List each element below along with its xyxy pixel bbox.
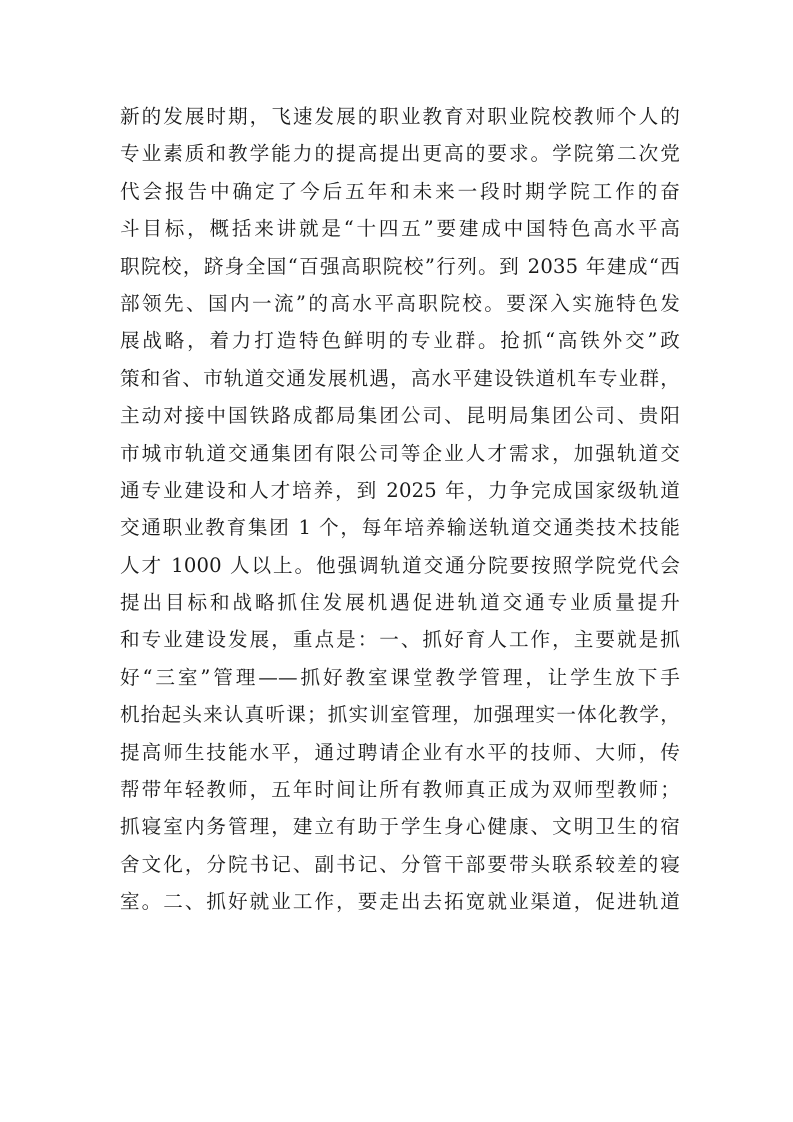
text-line: 主动对接中国铁路成都局集团公司、昆明局集团公司、贵阳	[120, 404, 680, 428]
text-line: 好“三室”管理——抓好教室课堂教学管理，让学生放下手	[120, 665, 680, 689]
text-line: 提高师生技能水平，通过聘请企业有水平的技师、大师，传	[120, 740, 680, 764]
text-line: 策和省、市轨道交通发展机遇，高水平建设铁道机车专业群，	[120, 366, 680, 390]
text-line: 交通职业教育集团 1 个，每年培养输送轨道交通类技术技能	[120, 516, 680, 540]
text-line: 专业素质和教学能力的提高提出更高的要求。学院第二次党	[120, 142, 680, 166]
text-line: 通专业建设和人才培养，到 2025 年，力争完成国家级轨道	[120, 478, 680, 502]
text-line: 抓寝室内务管理，建立有助于学生身心健康、文明卫生的宿	[120, 815, 680, 839]
text-line: 帮带年轻教师，五年时间让所有教师真正成为双师型教师；	[120, 778, 680, 802]
text-line: 机抬起头来认真听课；抓实训室管理，加强理实一体化教学，	[120, 703, 680, 727]
text-line: 部领先、国内一流”的高水平高职院校。要深入实施特色发	[120, 291, 680, 315]
text-line: 展战略，着力打造特色鲜明的专业群。抢抓“高铁外交”政	[120, 329, 680, 353]
text-line: 斗目标，概括来讲就是“十四五”要建成中国特色高水平高	[120, 217, 680, 241]
text-line: 提出目标和战略抓住发展机遇促进轨道交通专业质量提升	[120, 591, 680, 615]
text-line: 市城市轨道交通集团有限公司等企业人才需求，加强轨道交	[120, 441, 680, 465]
text-line: 人才 1000 人以上。他强调轨道交通分院要按照学院党代会	[120, 553, 680, 577]
text-line: 代会报告中确定了今后五年和未来一段时期学院工作的奋	[120, 179, 680, 203]
text-line: 和专业建设发展，重点是：一、抓好育人工作，主要就是抓	[120, 628, 680, 652]
body-paragraph	[120, 98, 680, 921]
text-line: 舍文化，分院书记、副书记、分管干部要带头联系较差的寝	[120, 852, 680, 876]
text-line: 职院校，跻身全国“百强高职院校”行列。到 2035 年建成“西	[120, 254, 680, 278]
text-line: 新的发展时期，飞速发展的职业教育对职业院校教师个人的	[120, 105, 680, 128]
text-line: 室。二、抓好就业工作，要走出去拓宽就业渠道，促进轨道	[120, 890, 680, 914]
